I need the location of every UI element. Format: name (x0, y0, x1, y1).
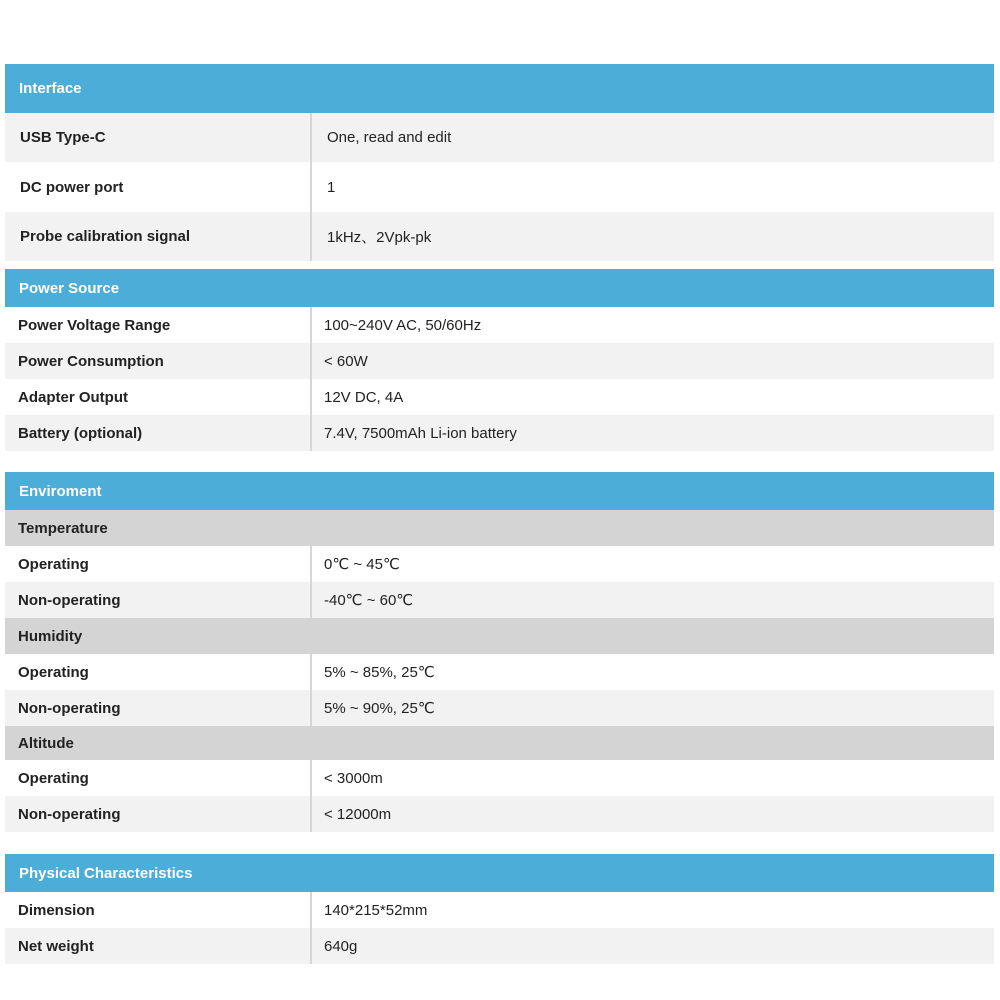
section-title: Interface (19, 80, 82, 97)
spec-row-humidity-non-operating (5, 690, 994, 726)
spec-label: Battery (optional) (5, 415, 312, 451)
group-title: Altitude (18, 734, 74, 752)
section-title: Physical Characteristics (19, 864, 193, 882)
spec-label: Non-operating (5, 690, 312, 726)
spec-row-altitude-operating (5, 760, 994, 796)
group-title: Temperature (18, 519, 108, 537)
spec-row-adapter-output (5, 379, 994, 415)
group-title: Humidity (18, 627, 83, 645)
section-header-interface (5, 64, 994, 113)
spec-value: 5% ~ 85%, 25℃ (324, 664, 435, 681)
spec-row-temp-operating (5, 546, 994, 582)
spec-label: DC power port (5, 162, 312, 212)
spec-value: 7.4V, 7500mAh Li-ion battery (324, 424, 517, 442)
spec-label: Power Voltage Range (5, 307, 312, 343)
section-header-power-source (5, 269, 994, 307)
spec-label: Non-operating (5, 582, 312, 618)
spec-label: Operating (5, 760, 312, 796)
spec-row-altitude-non-operating (5, 796, 994, 832)
spec-label: USB Type-C (5, 113, 312, 162)
spec-value: < 12000m (324, 805, 392, 823)
spec-label: Operating (5, 546, 312, 582)
spec-value: 1kHz、2Vpk-pk (327, 229, 432, 246)
spec-row-battery (5, 415, 994, 451)
spec-value: 1 (327, 178, 336, 196)
spec-value: 5% ~ 90%, 25℃ (324, 700, 435, 717)
spec-row-dc-power-port (5, 162, 994, 212)
section-header-physical (5, 854, 994, 892)
spec-value: 12V DC, 4A (324, 388, 404, 406)
spec-label: Power Consumption (5, 343, 312, 379)
spec-label: Net weight (5, 928, 312, 964)
spec-value: 640g (324, 937, 358, 955)
group-header-temperature (5, 510, 994, 546)
spec-row-power-voltage (5, 307, 994, 343)
section-title: Power Source (19, 279, 120, 297)
section-title: Enviroment (19, 482, 102, 500)
spec-label: Probe calibration signal (5, 212, 312, 261)
spec-row-temp-non-operating (5, 582, 994, 618)
spec-value: < 3000m (324, 769, 383, 787)
group-header-altitude (5, 726, 994, 760)
spec-value: 100~240V AC, 50/60Hz (324, 316, 482, 334)
spec-label: Operating (5, 654, 312, 690)
spec-value: 140*215*52mm (324, 901, 428, 919)
section-header-enviroment (5, 472, 994, 510)
spec-value: 0℃ ~ 45℃ (324, 556, 400, 573)
spec-row-dimension (5, 892, 994, 928)
spec-value: One, read and edit (327, 129, 452, 146)
spec-row-power-consumption (5, 343, 994, 379)
spec-label: Non-operating (5, 796, 312, 832)
spec-row-humidity-operating (5, 654, 994, 690)
spec-label: Dimension (5, 892, 312, 928)
spec-row-usb-type-c (5, 113, 994, 162)
spec-value: -40℃ ~ 60℃ (324, 592, 414, 609)
spec-value: < 60W (324, 352, 368, 370)
spec-label: Adapter Output (5, 379, 312, 415)
group-header-humidity (5, 618, 994, 654)
spec-row-net-weight (5, 928, 994, 964)
spec-row-probe-calibration (5, 212, 994, 261)
